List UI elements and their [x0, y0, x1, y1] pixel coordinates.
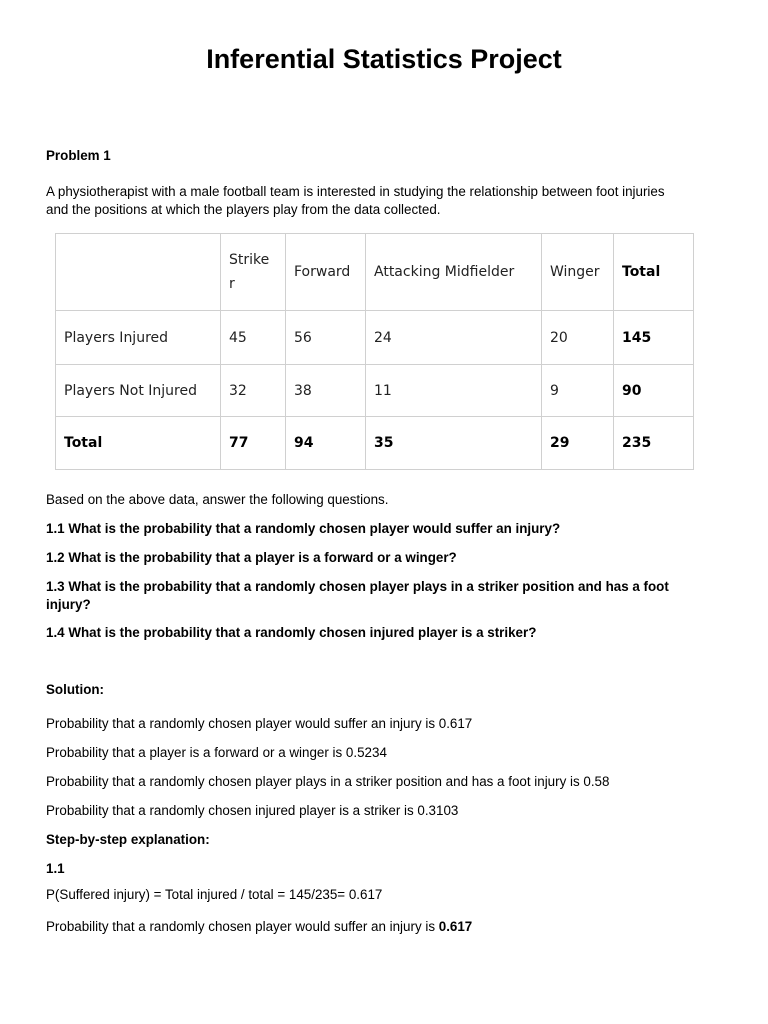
table-cell: 56: [286, 311, 366, 365]
table-cell: 45: [221, 311, 286, 365]
question-1-2: 1.2 What is the probability that a player is a forward or a winger?: [46, 550, 457, 565]
table-cell: 11: [366, 365, 542, 417]
question-1-3-line-1: 1.3 What is the probability that a randomly chosen player plays in a striker position and has a foot: [46, 579, 669, 594]
table-cell: 94: [286, 417, 366, 470]
header-cell-empty: [56, 234, 221, 311]
table-cell: 20: [542, 311, 614, 365]
header-cell-striker: [221, 234, 286, 311]
step-1-1-conclusion: [46, 918, 472, 936]
answer-1: Probability that a randomly chosen player would suffer an injury is 0.617: [46, 716, 473, 731]
table-cell: 32: [221, 365, 286, 417]
question-1-3-line-2: injury?: [46, 597, 91, 612]
row-label: Players Not Injured: [56, 365, 221, 417]
header-striker-text: Strike: [229, 252, 270, 268]
steps-heading: Step-by-step explanation:: [46, 832, 210, 847]
table-cell: 29: [542, 417, 614, 470]
header-cell-attacking-midfielder: Attacking Midfielder: [366, 234, 542, 311]
solution-heading: Solution:: [46, 682, 105, 697]
header-cell-forward: Forward: [286, 234, 366, 311]
step-1-1-label: 1.1: [46, 861, 65, 876]
answer-2: Probability that a player is a forward or a winger is 0.5234: [46, 745, 387, 760]
table-cell: 35: [366, 417, 542, 470]
answer-3: Probability that a randomly chosen player plays in a striker position and has a foot injury is 0.58: [46, 774, 610, 789]
table-cell-total: 90: [614, 365, 694, 417]
intro-line-1: A physiotherapist with a male football team is interested in studying the relationship between foot injuries: [46, 184, 665, 199]
page-title: Inferential Statistics Project: [206, 44, 562, 74]
table-cell: 9: [542, 365, 614, 417]
step-1-1-formula: P(Suffered injury) = Total injured / total = 145/235= 0.617: [46, 887, 383, 902]
injury-table: [55, 233, 694, 470]
based-on-text: Based on the above data, answer the following questions.: [46, 492, 389, 507]
table-cell: 38: [286, 365, 366, 417]
header-cell-total: Total: [614, 234, 694, 311]
conclusion-text: Probability that a randomly chosen player would suffer an injury is: [46, 919, 439, 934]
table-row: [56, 311, 694, 365]
intro-line-2: and the positions at which the players play from the data collected.: [46, 202, 441, 217]
table-row: [56, 365, 694, 417]
table-cell: 77: [221, 417, 286, 470]
table-cell-total: 235: [614, 417, 694, 470]
table-cell: 24: [366, 311, 542, 365]
table-row-total: [56, 417, 694, 470]
problem-heading: Problem 1: [46, 148, 111, 163]
header-cell-winger: Winger: [542, 234, 614, 311]
answer-4: Probability that a randomly chosen injured player is a striker is 0.3103: [46, 803, 459, 818]
row-label: Players Injured: [56, 311, 221, 365]
question-1-4: 1.4 What is the probability that a randomly chosen injured player is a striker?: [46, 625, 537, 640]
conclusion-value: 0.617: [438, 919, 473, 934]
header-striker-wrap: r: [229, 276, 235, 292]
table-cell-total: 145: [614, 311, 694, 365]
question-1-1: 1.1 What is the probability that a randomly chosen player would suffer an injury?: [46, 521, 561, 536]
row-label: Total: [56, 417, 221, 470]
table-header-row: [56, 234, 694, 311]
